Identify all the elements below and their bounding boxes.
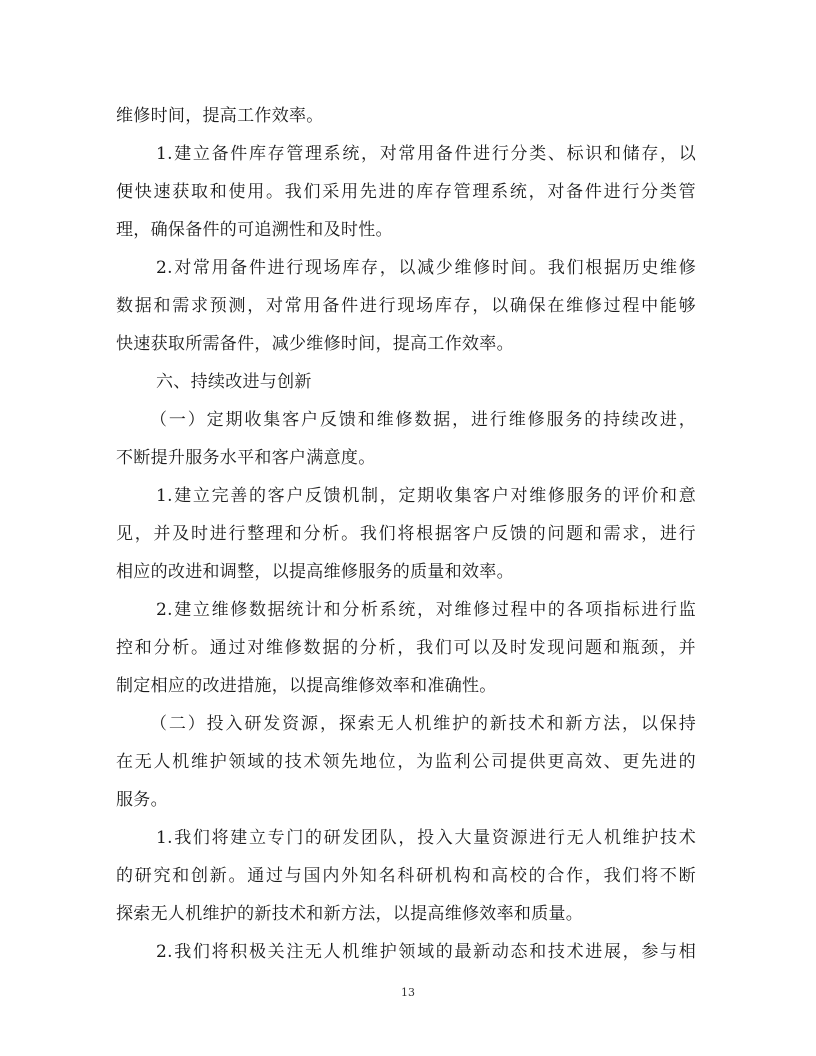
- paragraph: [116, 819, 696, 933]
- text-line: 维修时间，提高工作效率。: [116, 106, 324, 126]
- paragraph: [116, 363, 696, 401]
- paragraph: [116, 705, 696, 819]
- text-line: 探索无人机维护的新技术和新方法，以提高维修效率和质量。: [116, 904, 584, 924]
- text-line: 2.对常用备件进行现场库存，以减少维修时间。我们根据历史维修: [156, 258, 696, 278]
- text-line: 2.建立维修数据统计和分析系统，对维修过程中的各项指标进行监: [156, 600, 696, 620]
- text-line: 1.建立备件库存管理系统，对常用备件进行分类、标识和储存，以: [156, 144, 696, 164]
- text-line: 六、持续改进与创新: [156, 372, 312, 392]
- paragraph: [116, 401, 696, 477]
- text-line: 不断提升服务水平和客户满意度。: [116, 448, 376, 468]
- page-number: 13: [401, 986, 415, 999]
- text-line: 控和分析。通过对维修数据的分析，我们可以及时发现问题和瓶颈，并: [116, 638, 696, 658]
- text-line: 的研究和创新。通过与国内外知名科研机构和高校的合作，我们将不断: [116, 866, 696, 886]
- text-line: （二）投入研发资源，探索无人机维护的新技术和新方法，以保持: [150, 714, 696, 734]
- paragraph: [116, 97, 696, 135]
- text-line: 在无人机维护领域的技术领先地位，为监利公司提供更高效、更先进的: [116, 752, 696, 772]
- document-body: [116, 97, 696, 971]
- text-line: 服务。: [116, 790, 168, 810]
- paragraph: [116, 477, 696, 591]
- paragraph: [116, 591, 696, 705]
- text-line: 见，并及时进行整理和分析。我们将根据客户反馈的问题和需求，进行: [116, 524, 696, 544]
- text-line: 2.我们将积极关注无人机维护领域的最新动态和技术进展，参与相: [156, 942, 696, 962]
- text-line: 数据和需求预测，对常用备件进行现场库存，以确保在维修过程中能够: [116, 296, 696, 316]
- paragraph: [116, 135, 696, 249]
- text-line: 快速获取所需备件，减少维修时间，提高工作效率。: [116, 334, 514, 354]
- text-line: 1.我们将建立专门的研发团队，投入大量资源进行无人机维护技术: [156, 828, 696, 848]
- text-line: 便快速获取和使用。我们采用先进的库存管理系统，对备件进行分类管: [116, 182, 696, 202]
- text-line: 制定相应的改进措施，以提高维修效率和准确性。: [116, 676, 497, 696]
- text-line: 1.建立完善的客户反馈机制，定期收集客户对维修服务的评价和意: [156, 486, 696, 506]
- paragraph: [116, 933, 696, 971]
- text-line: 理，确保备件的可追溯性和及时性。: [116, 220, 393, 240]
- text-line: （一）定期收集客户反馈和维修数据，进行维修服务的持续改进，: [150, 410, 696, 430]
- paragraph: [116, 249, 696, 363]
- text-line: 相应的改进和调整，以提高维修服务的质量和效率。: [116, 562, 514, 582]
